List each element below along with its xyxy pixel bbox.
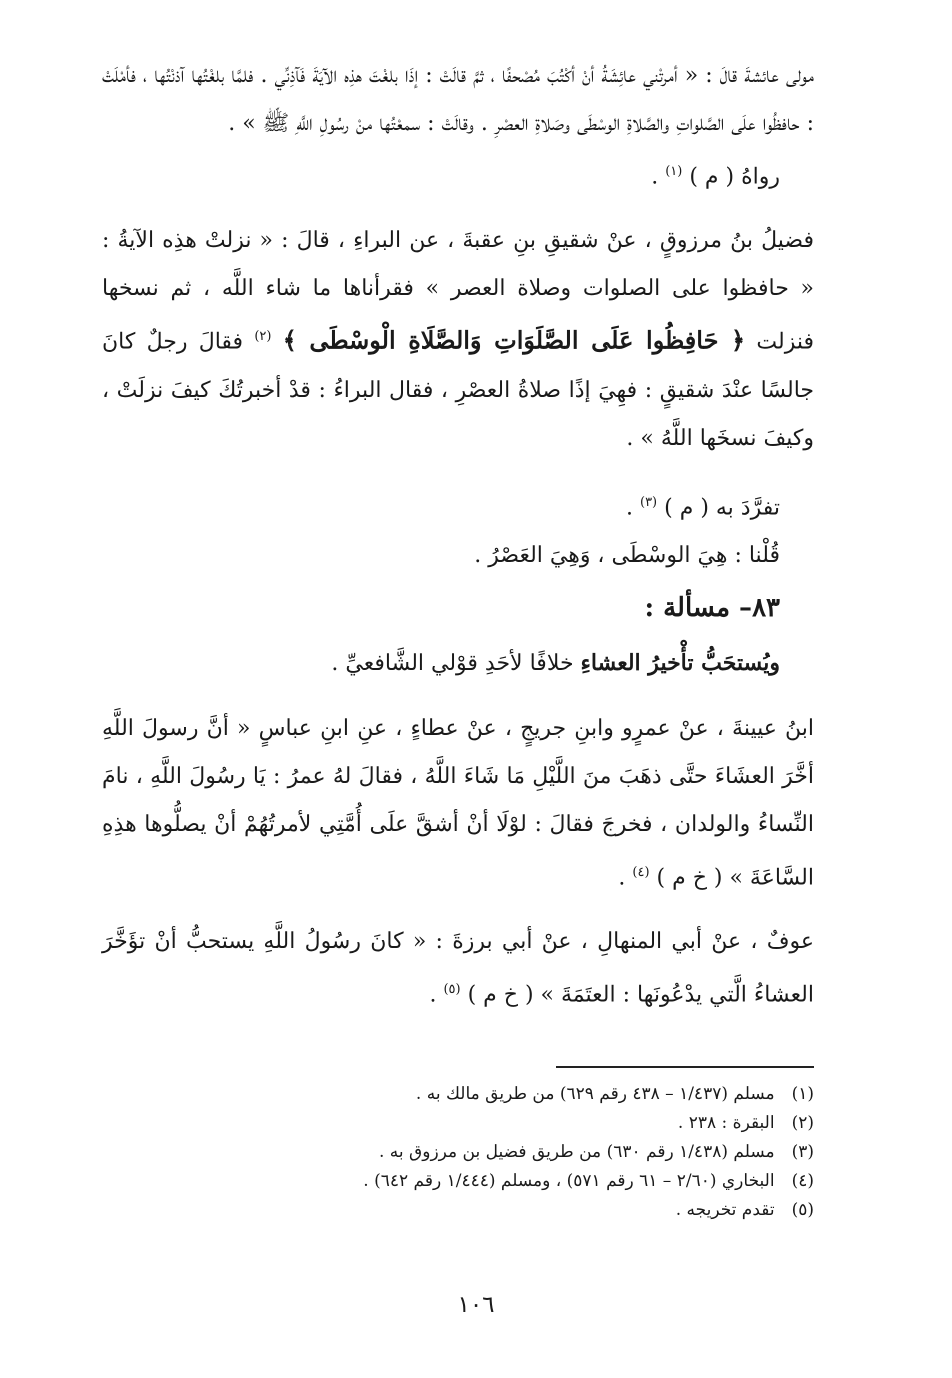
- footnote-item: [102, 1109, 814, 1138]
- source-tail: .: [651, 164, 659, 190]
- footnote-ref: (٤): [632, 864, 650, 880]
- footnote-item: [102, 1196, 814, 1225]
- footnote-item: [102, 1080, 814, 1109]
- main-text: [102, 52, 814, 1020]
- paragraph-tail: .: [429, 982, 437, 1008]
- footnote-item: [102, 1167, 814, 1196]
- footnote-text: مسلم (١/٤٣٧ – ٤٣٨ رقم ٦٢٩) من طريق مالك به .: [415, 1084, 775, 1104]
- source-tail: .: [625, 494, 633, 520]
- paragraph-aisha-narration: [102, 52, 814, 148]
- issue-heading: ٨٣– مسألة :: [644, 592, 780, 623]
- paragraph-text-rest: فقالَ رجلٌ كانَ جالسًا عنْدَ شقيقٍ : فهِيَ إذًا صلاةُ العصْرِ ، فقال البراءُ : قدْ أخبرتُكَ كيفَ نزلَتْ ، وكيفَ نسخَها اللَّهُ » .: [102, 329, 814, 451]
- footnote-text: تقدم تخريجه .: [675, 1200, 775, 1220]
- footnote-text: مسلم (١/٤٣٨ رقم ٦٣٠) من طريق فضيل بن مرزوق به .: [378, 1142, 775, 1162]
- paragraph-bara-narration: [102, 217, 814, 462]
- footnote-number: (٢): [791, 1113, 814, 1133]
- conclusion-line: [102, 532, 780, 580]
- paragraph-text: مولى عائشةَ قالَ : « أمرتْني عائِشَةُ أنْ أكْتُبَ مُصْحفًا ، ثمَّ قالَتْ : إذَا بلغْتَ هذِه الآيَةَ فَآذِنِّي . فلمَّا بلغْتُها آذنْتُها ، فأمْلَتْ : حافظُوا علَى الصَّلواتِ والصَّلاةِ الوسْطَى وصَلاةِ العصْرِ . وقالَتْ : سمعْتُها منْ رسُولِ اللَّهِ ﷺ » .: [102, 63, 814, 136]
- paragraph-abu-barza-narration: [102, 918, 814, 1019]
- paragraph-text: عوفٌ ، عنْ أبي المنهالِ ، عنْ أبي برزةَ : « كانَ رسُولُ اللَّهِ يستحبُّ أنْ تؤَخَّرَ العشاءُ الَّتي يدْعُونَها : العتَمَةَ » ( خ م ): [102, 929, 814, 1008]
- footnotes: [102, 1080, 814, 1225]
- conclusion-text: قُلْنا : هِيَ الوسْطَى ، وَهِيَ العَصْرُ .: [474, 542, 780, 568]
- footnote-number: (١): [791, 1084, 814, 1104]
- page-number: ١٠٦: [457, 1292, 495, 1318]
- source-line-3: [102, 479, 780, 532]
- statement-bold: ويُستحَبُّ تأْخيرُ العشاءِ: [580, 649, 780, 676]
- footnote-number: (٤): [791, 1171, 814, 1191]
- footnote-text: البقرة : ٢٣٨ .: [677, 1113, 775, 1133]
- statement-rest: خلافًا لأحَدِ قوْلي الشَّافعيِّ .: [331, 650, 574, 676]
- source-line-1: [102, 148, 780, 201]
- source-text: تفرَّدَ به ( م ): [664, 494, 780, 520]
- footnote-ref: (٢): [254, 329, 272, 345]
- paragraph-text: فضيلُ بنُ مرزوقٍ ، عنْ شقيقِ بنِ عقبةَ ، عن البراءِ ، قالَ : « نزلتْ هذِه الآيةُ : « حافظوا على الصلوات وصلاة العصر » فقرأناها ما شاء اللَّه ، ثم نسخها فنزلت: [102, 228, 814, 355]
- footnote-number: (٣): [791, 1142, 814, 1162]
- footnote-ref: (١): [665, 164, 683, 179]
- footnote-ref: (٣): [639, 494, 658, 510]
- footnote-number: (٥): [791, 1200, 814, 1220]
- footnote-item: [102, 1138, 814, 1167]
- footnote-ref: (٥): [443, 982, 461, 998]
- footnote-divider: [556, 1066, 814, 1068]
- quran-verse: ﴿ حَافِظُوا عَلَى الصَّلَوَاتِ وَالصَّلَاةِ الْوسْطَى ﴾: [282, 325, 746, 355]
- issue-statement: [102, 638, 814, 689]
- paragraph-ibn-abbas-narration: [102, 705, 814, 902]
- paragraph-text: ابنُ عيينةَ ، عنْ عمرٍو وابنِ جريجٍ ، عنْ عطاءٍ ، عنِ ابنِ عباسٍ « أنَّ رسولَ اللَّهِ أخَّرَ العشَاءَ حتَّى ذهَبَ منَ اللَّيْلِ مَا شَاءَ اللَّهُ ، فقالَ لهُ عمرُ : يَا رسُولَ اللَّهِ ، نامَ النِّساءُ والولدان ، فخرجَ فقالَ : لوْلَا أنْ أشقَّ علَى أُمَّتِي لأمرتُهُمْ أنْ يصلُّوها هذِهِ السَّاعَةَ » ( خ م ): [102, 715, 814, 891]
- source-text: رواهُ ( م ): [689, 164, 780, 190]
- paragraph-tail: .: [618, 865, 626, 891]
- footnote-text: البخاري (٢/٦٠ – ٦١ رقم ٥٧١) ، ومسلم (١/٤٤٤ رقم ٦٤٢) .: [363, 1171, 775, 1191]
